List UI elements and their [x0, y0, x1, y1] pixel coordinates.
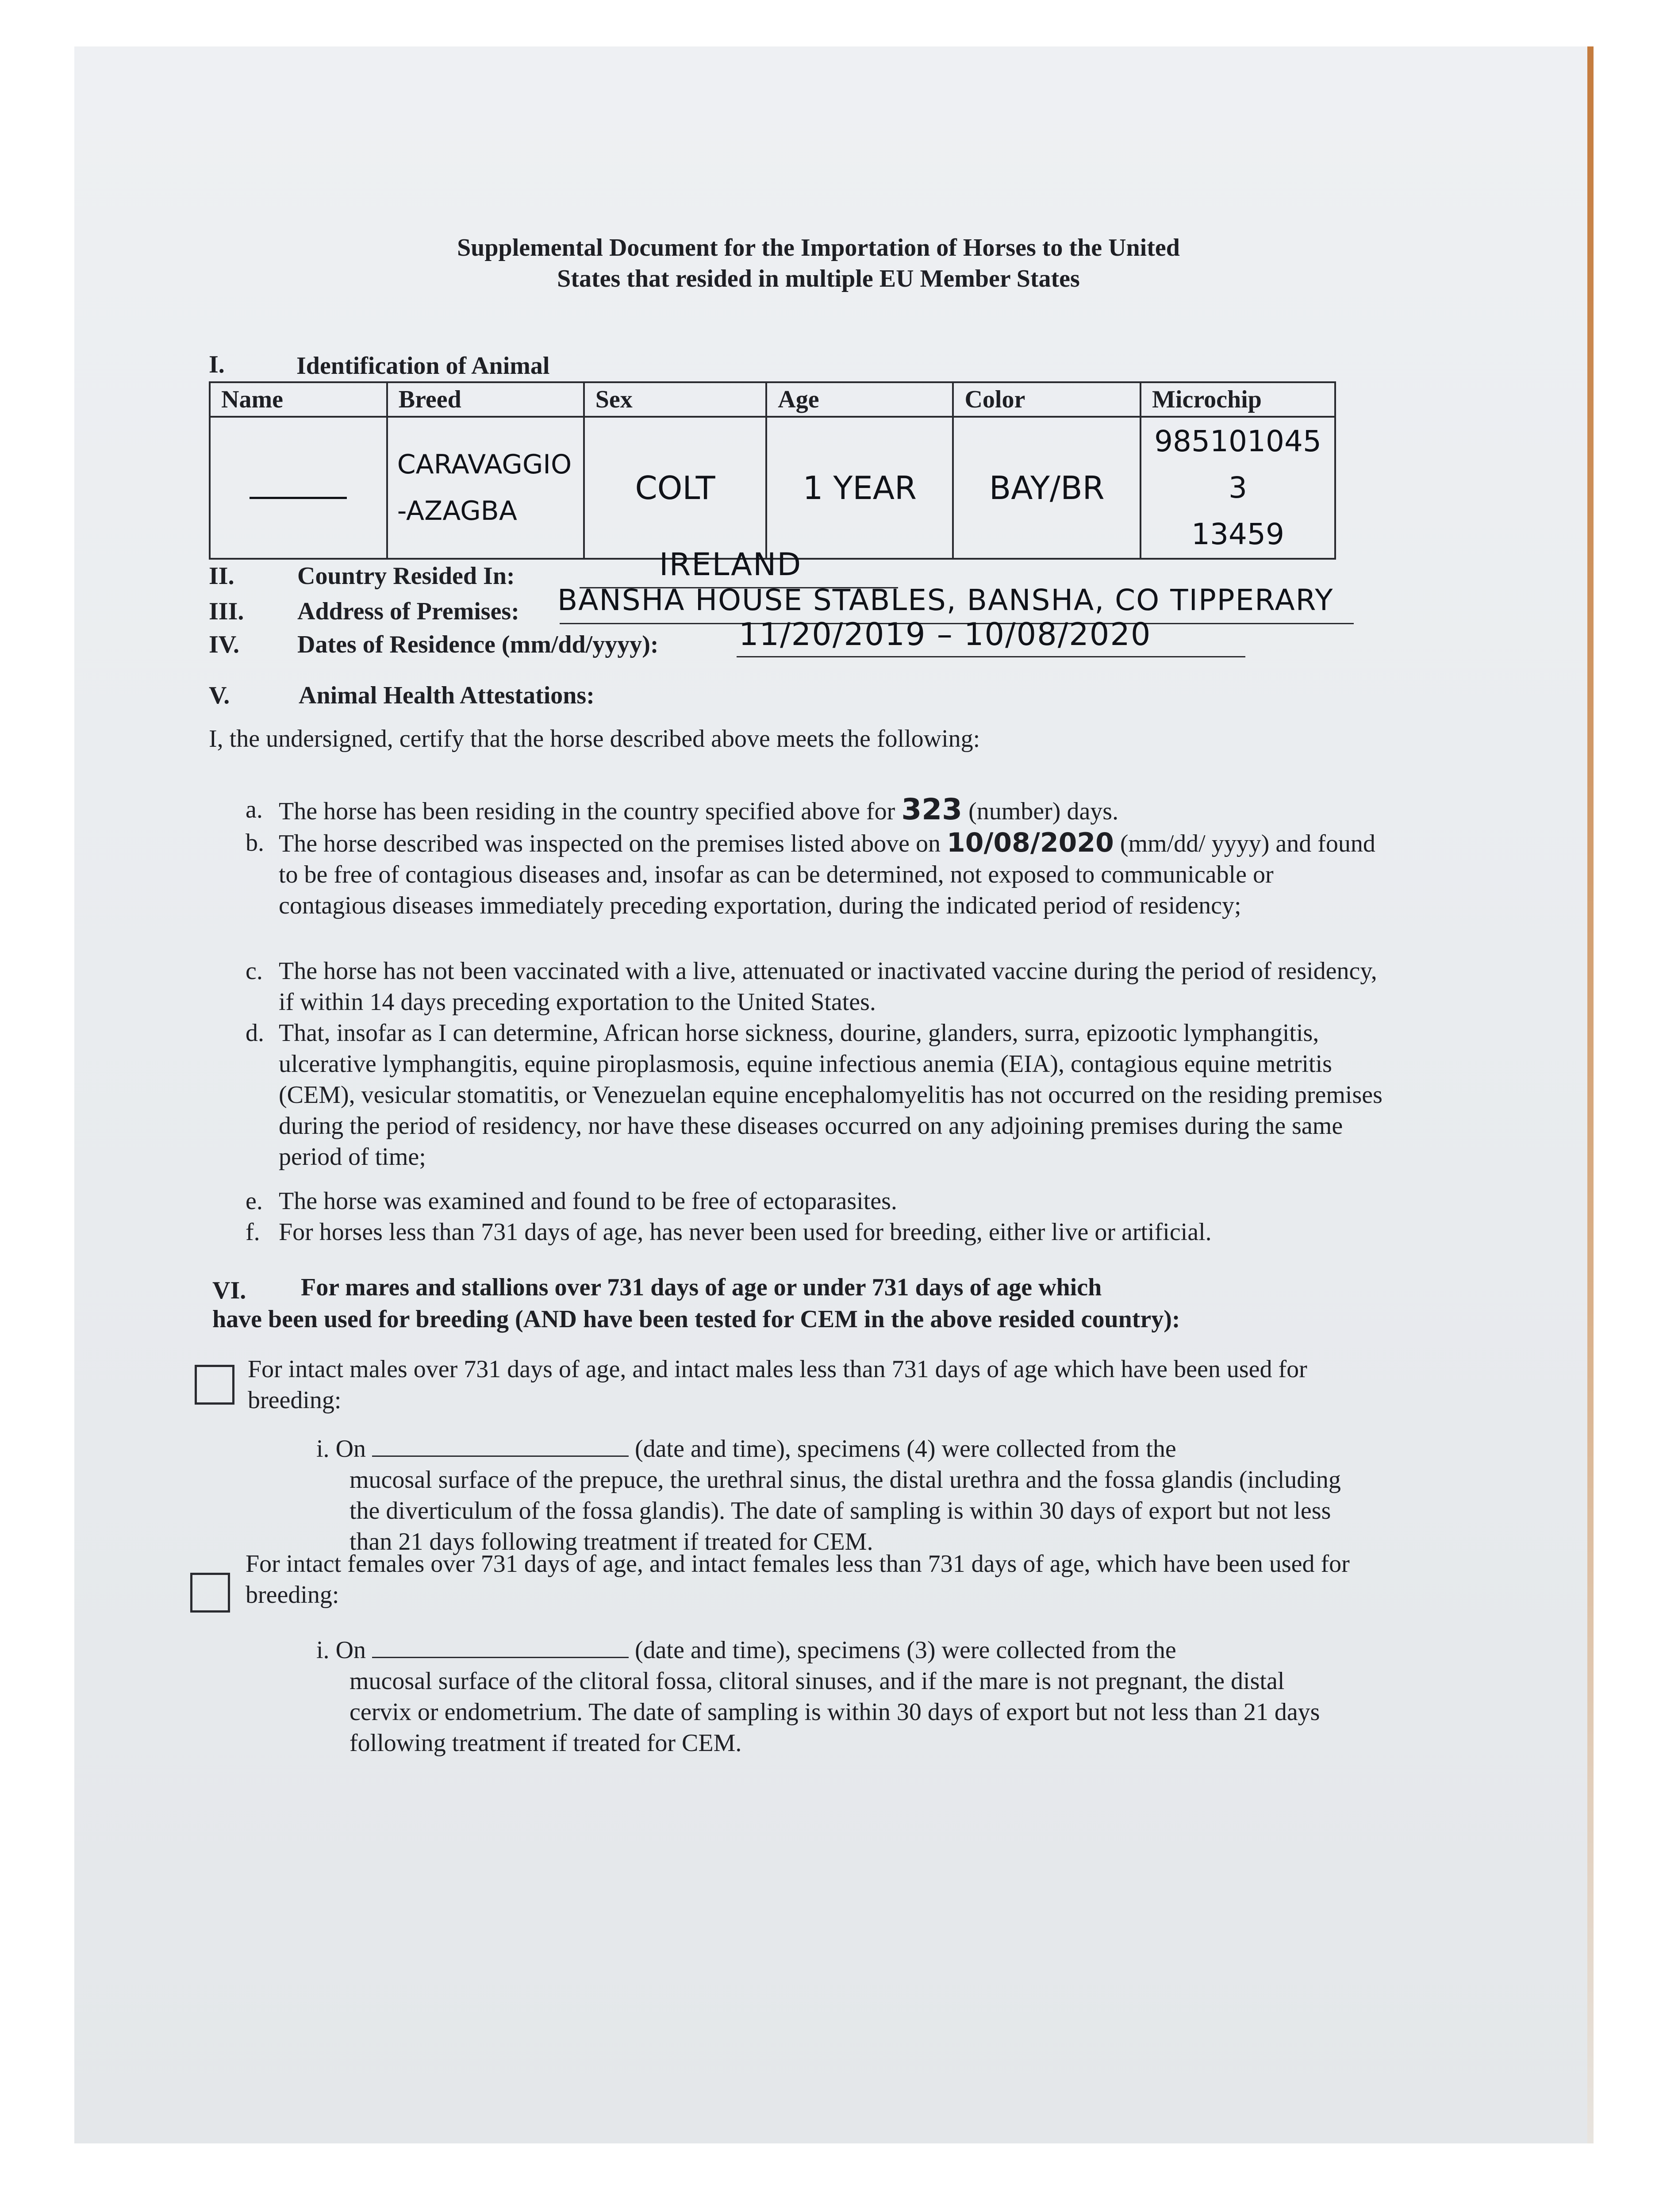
header-sex: Sex	[584, 382, 767, 417]
females-item	[316, 1635, 1334, 1666]
females-date-field[interactable]	[372, 1635, 629, 1658]
section-2-label: Country Resided In:	[297, 562, 515, 590]
section-5-number: V.	[209, 682, 230, 709]
table-header-row	[210, 382, 1335, 417]
males-item-rest: mucosal surface of the prepuce, the urethral sinus, the distal urethra and the fossa glandis (including the diverticulum of the fossa glandis). The date of sampling is within 30 days of export but not less than 21 days following treatment if treated for CEM.	[349, 1466, 1341, 1555]
attestation-f-letter: f.	[246, 1218, 260, 1246]
males-item	[316, 1433, 1334, 1464]
country-field[interactable]: IRELAND	[659, 546, 802, 583]
header-microchip: Microchip	[1141, 382, 1335, 417]
attestation-a-suffix: (number) days.	[968, 798, 1119, 825]
attestation-b-rest: yyyy) and found to be free of contagious diseases and, insofar as can be determined, not exposed to communicable or contagious diseases immediately preceding exportation, during the indicated period of residency;	[279, 830, 1375, 919]
days-field[interactable]: 323	[901, 792, 963, 826]
females-item-number: i.	[316, 1636, 330, 1664]
females-item-on: On	[335, 1636, 366, 1664]
cell-color[interactable]: BAY/BR	[953, 417, 1141, 559]
males-item-after: (date and time), specimens (4) were collected from the	[635, 1435, 1176, 1463]
section-6-label-line-2: have been used for breeding (AND have been tested for CEM in the above resided country):	[212, 1306, 1180, 1333]
cell-name[interactable]	[210, 417, 387, 559]
dates-field[interactable]: 11/20/2019 – 10/08/2020	[739, 616, 1152, 653]
females-checkbox[interactable]	[190, 1573, 230, 1613]
females-item-rest: mucosal surface of the clitoral fossa, clitoral sinuses, and if the mare is not pregnant, the distal cervix or endometrium. The date of sampling is within 30 days of export but not less than 21 days following treatment if treated for CEM.	[349, 1667, 1320, 1757]
cell-sex[interactable]: COLT	[584, 417, 767, 559]
males-date-field[interactable]	[372, 1433, 629, 1457]
attestation-c-text: The horse has not been vaccinated with a live, attenuated or inactivated vaccine during the period of residency, if within 14 days preceding exportation to the United States.	[279, 957, 1377, 1016]
attestation-b	[246, 827, 1396, 960]
cell-age[interactable]: 1 YEAR	[766, 417, 953, 559]
section-5-label: Animal Health Attestations:	[299, 682, 595, 709]
section-4-number: IV.	[209, 631, 240, 658]
males-item-on: On	[335, 1435, 366, 1463]
attestation-c-letter: c.	[246, 957, 263, 985]
title-line-1: Supplemental Document for the Importation of Horses to the United	[457, 234, 1180, 261]
attestation-e-text: The horse was examined and found to be free of ectoparasites.	[279, 1187, 897, 1215]
attestation-a	[246, 794, 1396, 825]
attestation-intro: I, the undersigned, certify that the horse described above meets the following:	[209, 725, 980, 753]
section-3-number: III.	[209, 598, 244, 625]
attestation-f	[246, 1217, 1396, 1248]
attestation-d	[246, 1018, 1396, 1177]
attestation-a-text: The horse has been residing in the country specified above for	[279, 798, 895, 825]
males-heading: For intact males over 731 days of age, and intact males less than 731 days of age which have been used for breeding:	[248, 1356, 1307, 1414]
breed-line-1: CARAVAGGIO	[397, 449, 572, 480]
attestation-e	[246, 1186, 1396, 1217]
microchip-line-2: 13459	[1191, 517, 1284, 551]
attestation-b-suffix: (mm/dd/	[1120, 830, 1206, 857]
header-color: Color	[953, 382, 1141, 417]
address-field[interactable]: BANSHA HOUSE STABLES, BANSHA, CO TIPPERARY	[557, 583, 1334, 617]
section-3-label: Address of Premises:	[297, 598, 519, 625]
section-6-number: VI.	[212, 1277, 246, 1304]
attestation-b-letter: b.	[246, 829, 264, 856]
section-1-label: Identification of Animal	[296, 352, 550, 380]
attestation-e-letter: e.	[246, 1187, 263, 1215]
breed-line-2: -AZAGBA	[397, 495, 517, 526]
header-breed: Breed	[387, 382, 584, 417]
males-item-number: i.	[316, 1435, 330, 1463]
section-2-number: II.	[209, 562, 234, 590]
section-1-number: I.	[209, 351, 225, 378]
document-title	[310, 232, 1327, 294]
table-row	[210, 417, 1335, 559]
title-line-2: States that resided in multiple EU Member States	[557, 265, 1080, 292]
cell-microchip[interactable]	[1141, 417, 1335, 559]
attestation-d-letter: d.	[246, 1019, 264, 1047]
attestation-a-letter: a.	[246, 796, 263, 823]
attestation-d-text: That, insofar as I can determine, African horse sickness, dourine, glanders, surra, epizootic lymphangitis, ulcerative lymphangitis, equine piroplasmosis, equine infectious anemia (EIA), contagious equine metritis (CEM), vesicular stomatitis, or Venezuelan equine encephalomyelitis has not occurred on the residing premises during the period of residency, nor have these diseases occurred on any adjoining premises during the same period of time;	[279, 1019, 1382, 1171]
females-item-after: (date and time), specimens (3) were collected from the	[635, 1636, 1176, 1664]
page-edge	[1587, 46, 1594, 2143]
females-heading: For intact females over 731 days of age, and intact females less than 731 days of age, which have been used for breeding:	[246, 1550, 1350, 1609]
attestation-f-text: For horses less than 731 days of age, has never been used for breeding, either live or artificial.	[279, 1218, 1212, 1246]
attestation-c	[246, 956, 1396, 1018]
inspection-date-field[interactable]: 10/08/2020	[947, 827, 1114, 858]
header-age: Age	[766, 382, 953, 417]
males-checkbox[interactable]	[195, 1365, 234, 1405]
header-name: Name	[210, 382, 387, 417]
dates-underline	[737, 656, 1245, 657]
name-dash	[250, 497, 347, 499]
microchip-line-1: 985101045 3	[1154, 424, 1321, 505]
cell-breed[interactable]	[387, 417, 584, 559]
identification-table	[209, 381, 1336, 560]
section-4-label: Dates of Residence (mm/dd/yyyy):	[297, 631, 659, 658]
section-6-label-line-1: For mares and stallions over 731 days of age or under 731 days of age which	[301, 1274, 1102, 1301]
attestation-b-text: The horse described was inspected on the premises listed above on	[279, 830, 941, 857]
